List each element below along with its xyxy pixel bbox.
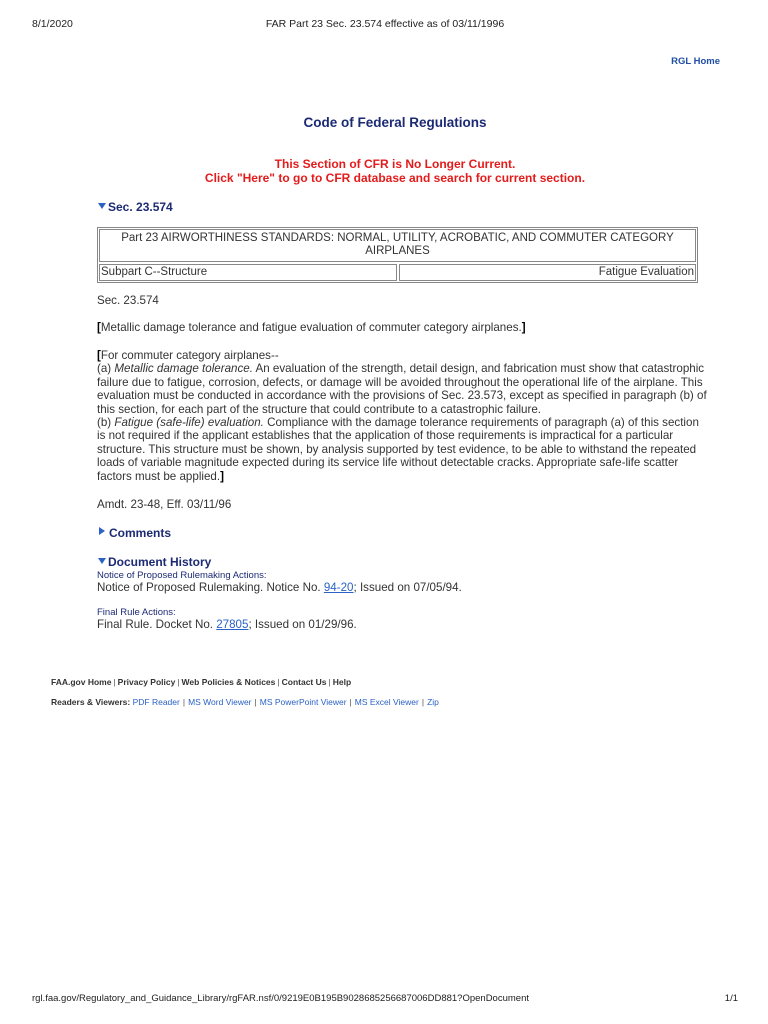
print-url: rgl.faa.gov/Regulatory_and_Guidance_Library/rgFAR.nsf/0/9219E0B195B9028685256687006DD881?OpenDocument — [32, 993, 529, 1004]
nprm-entry — [97, 582, 707, 594]
final-label: Final Rule Actions: — [97, 607, 176, 618]
paragraph-a — [97, 362, 707, 416]
comments-toggle-label: Comments — [109, 526, 172, 540]
print-date: 8/1/2020 — [32, 18, 73, 30]
final-suffix: ; Issued on 01/29/96. — [248, 618, 357, 631]
section-number: Sec. 23.574 — [97, 294, 159, 307]
paragraph-a-prefix: (a) — [97, 362, 115, 376]
nprm-label: Notice of Proposed Rulemaking Actions: — [97, 570, 267, 581]
history-final — [97, 607, 707, 631]
final-entry — [97, 619, 707, 631]
subpart-cell: Subpart C--Structure — [99, 264, 397, 281]
footer-contact[interactable]: Contact Us — [281, 677, 327, 687]
footer-faa-home[interactable]: FAA.gov Home — [51, 677, 112, 687]
print-footer — [32, 993, 738, 1004]
rgl-home-link[interactable]: RGL Home — [671, 56, 720, 67]
document-history-label: Document History — [108, 555, 212, 569]
body-intro: For commuter category airplanes-- — [100, 349, 279, 362]
reader-separator: | — [349, 697, 352, 707]
reader-zip[interactable]: Zip — [427, 697, 439, 707]
footer-separator: | — [277, 677, 280, 687]
paragraph-b-prefix: (b) — [97, 416, 115, 430]
close-bracket: ] — [521, 321, 526, 334]
readers-label: Readers & Viewers: — [51, 697, 131, 707]
paragraph-a-title: Metallic damage tolerance. — [114, 362, 253, 376]
open-bracket: [ — [97, 349, 101, 362]
triangle-down-icon — [98, 558, 106, 564]
footer-help[interactable]: Help — [332, 677, 352, 687]
not-current-notice[interactable] — [0, 157, 768, 185]
footer-web-policies[interactable]: Web Policies & Notices — [181, 677, 276, 687]
final-prefix: Final Rule. Docket No. — [97, 618, 217, 631]
section-toggle[interactable] — [98, 200, 173, 214]
section-body — [97, 349, 707, 483]
reader-excel[interactable]: MS Excel Viewer — [354, 697, 419, 707]
footer-separator: | — [113, 677, 116, 687]
part-title-cell: Part 23 AIRWORTHINESS STANDARDS: NORMAL, UTILITY, ACROBATIC, AND COMMUTER CATEGORY AIRPLANES — [99, 229, 696, 262]
print-page-number: 1/1 — [724, 993, 738, 1004]
nprm-prefix: Notice of Proposed Rulemaking. Notice No. — [97, 581, 324, 594]
reader-pdf[interactable]: PDF Reader — [132, 697, 180, 707]
history-nprm — [97, 570, 707, 594]
comments-toggle[interactable] — [98, 526, 171, 540]
nprm-link[interactable]: 94-20 — [323, 581, 354, 594]
triangle-right-icon — [99, 527, 105, 535]
close-bracket: ] — [220, 469, 224, 483]
print-header — [32, 18, 738, 32]
open-bracket: [ — [97, 321, 101, 334]
reader-separator: | — [182, 697, 186, 707]
footer-nav — [51, 677, 351, 687]
reader-powerpoint[interactable]: MS PowerPoint Viewer — [259, 697, 347, 707]
section-heading — [97, 321, 707, 334]
reader-word[interactable]: MS Word Viewer — [188, 697, 252, 707]
triangle-down-icon — [98, 203, 106, 209]
page-title: Code of Federal Regulations — [303, 115, 487, 130]
reader-separator: | — [421, 697, 425, 707]
paragraph-a-text: An evaluation of the strength, detail design, and fabrication must show that catastrophic failure due to fatigue, corrosion, defects, or damage will be avoided throughout the operational life of the airplane. This evaluation must be conducted in accordance with the provisions of Sec. 23.573, except as specified in paragraph (b) of this section, for each part of the structure that could contribute to a catastrophic failure. — [97, 362, 707, 416]
paragraph-b-text: Compliance with the damage tolerance requirements of paragraph (a) of this section is not required if the applicant establishes that the application of those requirements is impractical for a particular structure. This structure must be shown, by analysis supported by test evidence, to be able to withstand the repeated loads of variable magnitude expected during its service life without detectable cracks. Appropriate safe-life scatter factors must be applied. — [97, 416, 699, 483]
footer-privacy[interactable]: Privacy Policy — [117, 677, 176, 687]
notice-line-2[interactable]: Click "Here" to go to CFR database and search for current section. — [204, 171, 586, 185]
section-toggle-label: Sec. 23.574 — [108, 200, 173, 214]
document-history-toggle[interactable] — [98, 555, 211, 569]
section-heading-text: Metallic damage tolerance and fatigue evaluation of commuter category airplanes. — [100, 321, 522, 334]
part-table — [97, 227, 698, 283]
print-title: FAR Part 23 Sec. 23.574 effective as of 03/11/1996 — [265, 18, 505, 30]
footer-readers — [51, 697, 439, 707]
paragraph-b — [97, 416, 707, 483]
amendment-info: Amdt. 23-48, Eff. 03/11/96 — [97, 498, 232, 511]
nprm-suffix: ; Issued on 07/05/94. — [353, 581, 462, 594]
footer-separator: | — [177, 677, 180, 687]
footer-separator: | — [328, 677, 331, 687]
topic-cell: Fatigue Evaluation — [399, 264, 697, 281]
notice-line-1: This Section of CFR is No Longer Current. — [274, 157, 516, 171]
final-link[interactable]: 27805 — [216, 618, 249, 631]
reader-separator: | — [254, 697, 257, 707]
paragraph-b-title: Fatigue (safe-life) evaluation. — [114, 416, 264, 430]
